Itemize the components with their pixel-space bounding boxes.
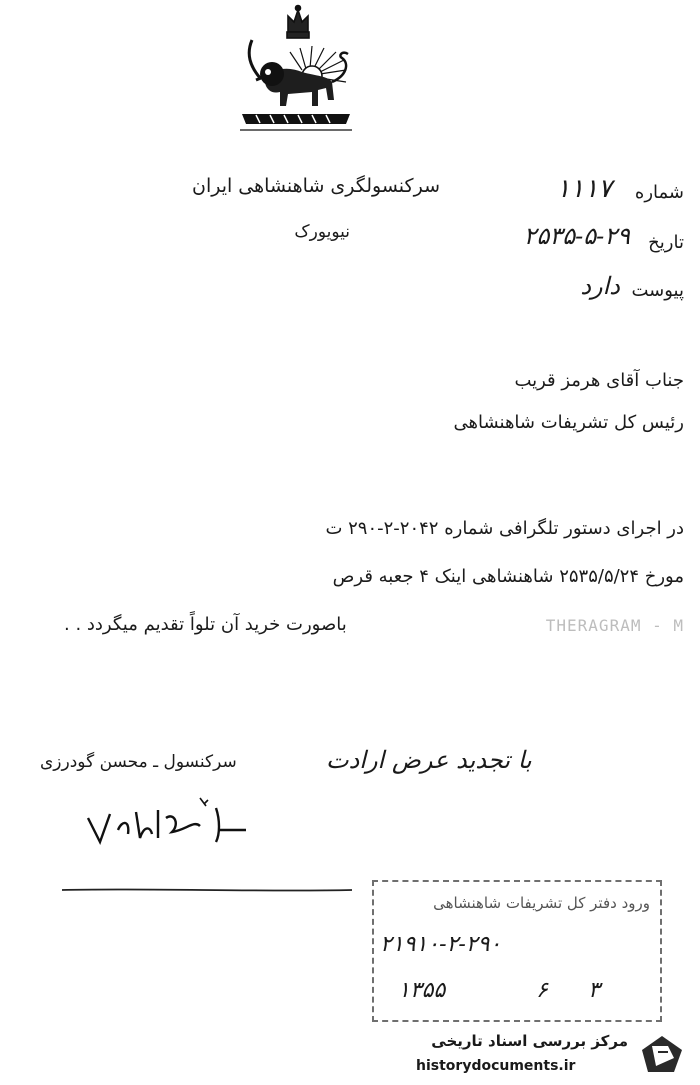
body-line-2: مورخ ۲۵۳۵/۵/۲۴ شاهنشاهی اینک ۴ جعبه قرص (332, 566, 684, 587)
signer-line: سرکنسول ـ محسن گودرزی (40, 752, 237, 772)
stamp-date-row (388, 974, 650, 1014)
body-line-3-text: باصورت خرید آن تلواً تقدیم میگردد . . (64, 614, 347, 635)
stamp-number-row (380, 932, 650, 957)
reference-block (450, 172, 690, 312)
stamp-number: ۲۱۹۱۰-۲-۲۹۰ (380, 932, 502, 957)
history-documents-logo-icon (638, 1032, 686, 1076)
signature-scribble (70, 790, 270, 860)
attachment-value: دارد (580, 272, 620, 300)
product-name: THERAGRAM - M (545, 616, 684, 635)
lion-and-sun-emblem-icon (232, 2, 362, 134)
footer-url: historydocuments.ir (416, 1058, 576, 1074)
attachment-label: پیوست (631, 280, 684, 301)
consulate-city: نیویورک (294, 222, 350, 242)
body-line-1: در اجرای دستور تلگرافی شماره ۲۰۴۲-۲-۲۹۰ ت (325, 518, 684, 539)
number-label: شماره (634, 182, 684, 203)
date-value: ۲۵۳۵-۵-۲۹ (523, 222, 630, 250)
signature-divider (62, 878, 352, 884)
received-stamp (372, 880, 662, 1022)
stamp-year: ۱۳۵۵ (398, 978, 446, 1003)
addressee-title: رئیس کل تشریفات شاهنشاهی (453, 412, 684, 433)
stamp-day: ۳ (588, 978, 600, 1003)
footer-watermark (410, 1030, 690, 1078)
stamp-title: ورود دفتر کل تشریفات شاهنشاهی (433, 894, 650, 912)
handwritten-regards: با تجدید عرض ارادت (326, 746, 532, 774)
addressee-name: جناب آقای هرمز قریب (514, 370, 684, 391)
stamp-month: ۶ (536, 978, 548, 1003)
date-label: تاریخ (648, 232, 684, 253)
number-value: ۱۱۱۷ (556, 174, 612, 204)
body-line-3 (64, 614, 684, 642)
consulate-title: سرکنسولگری شاهنشاهی ایران (191, 175, 440, 197)
footer-org: مرکز بررسی اسناد تاریخی (431, 1032, 628, 1050)
